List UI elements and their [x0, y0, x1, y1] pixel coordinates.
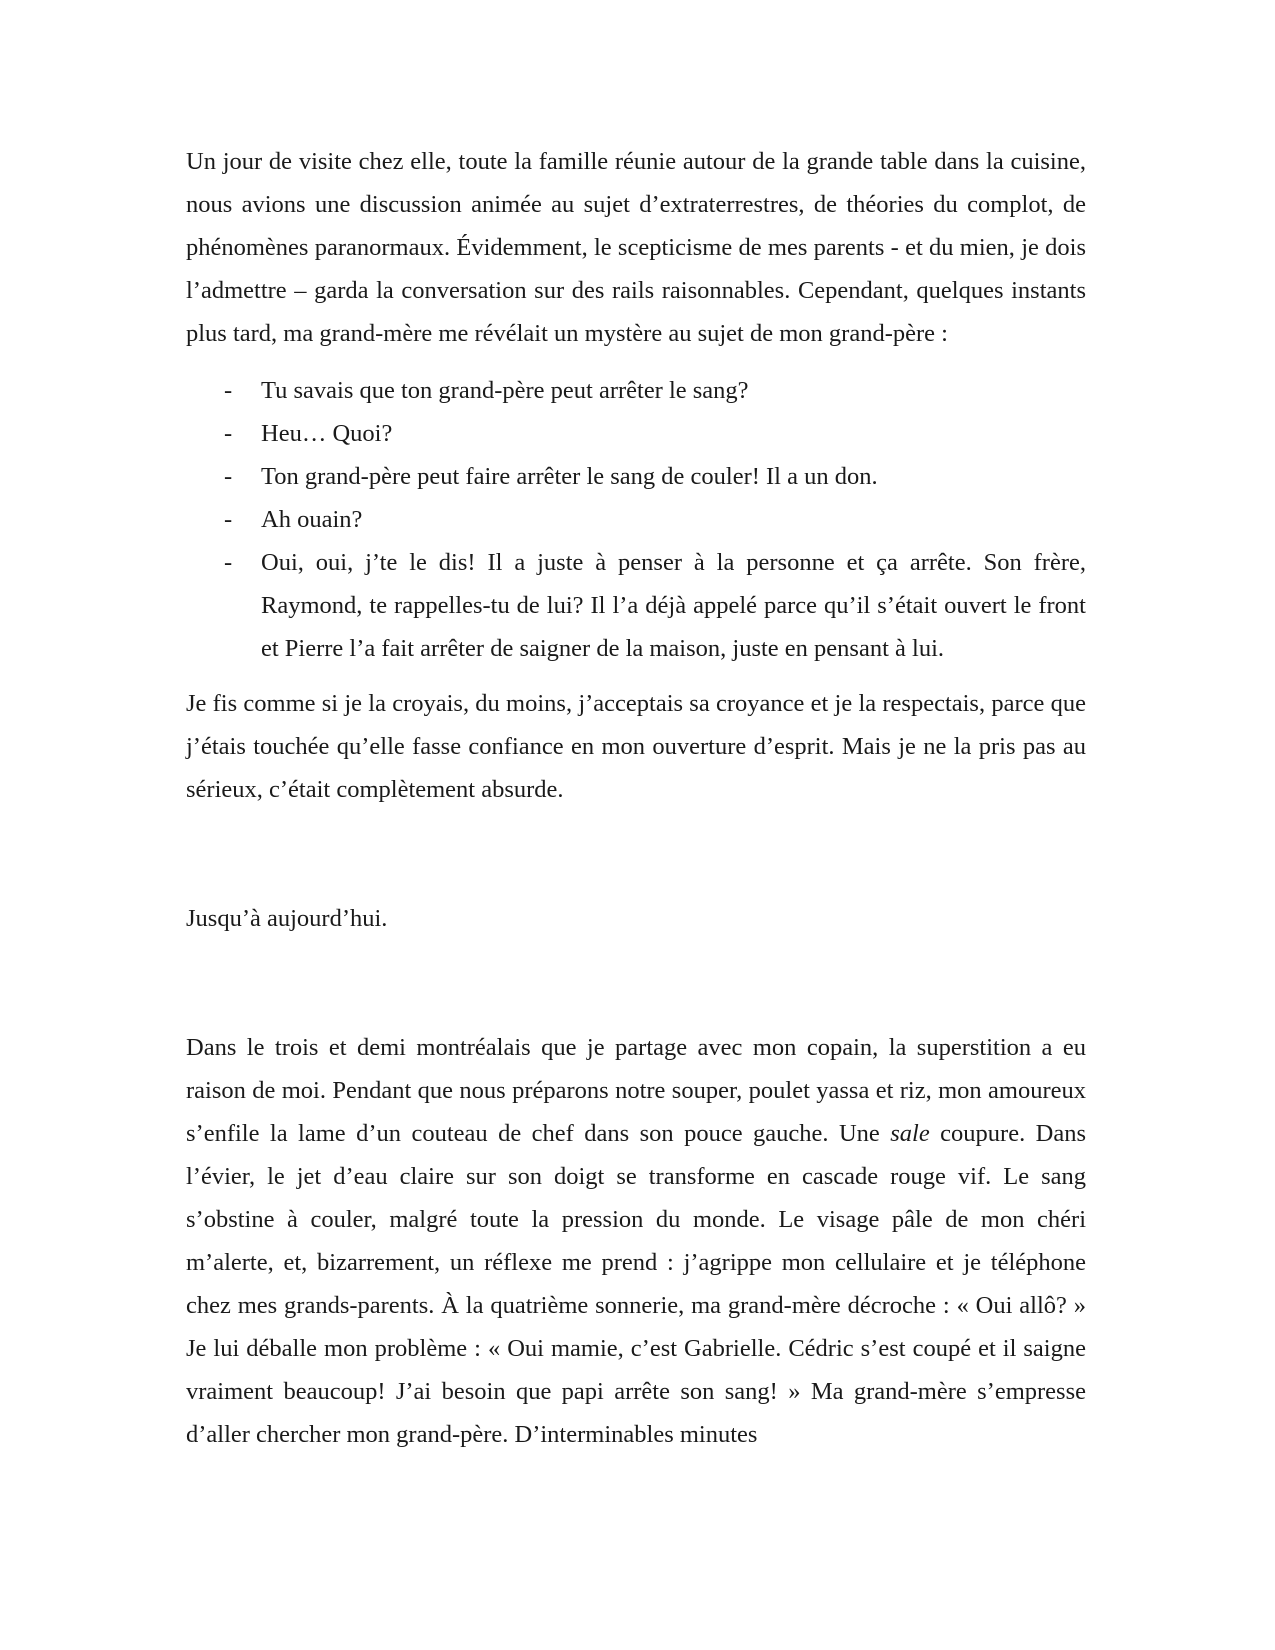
- paragraph-montreal: [186, 1026, 1086, 1456]
- blank-space: [186, 811, 1086, 897]
- dialogue-dash: -: [224, 549, 233, 576]
- paragraph-belief: Je fis comme si je la croyais, du moins, j’acceptais sa croyance et je la respectais, parce que j’étais touchée qu’elle fasse confiance en mon ouverture d’esprit. Mais je ne la pris pas au sérieux, c’était complètement absurde.: [186, 690, 1086, 803]
- blank-space: [186, 940, 1086, 1026]
- dialogue-list: [186, 369, 1086, 670]
- dialogue-dash: -: [224, 420, 233, 447]
- dialogue-line: [186, 498, 1086, 541]
- dialogue-line: [186, 455, 1086, 498]
- paragraph-until-today: Jusqu’à aujourd’hui.: [186, 905, 388, 932]
- dialogue-dash: -: [224, 463, 233, 490]
- dialogue-line: [186, 412, 1086, 455]
- dialogue-text: Ton grand-père peut faire arrêter le sang de couler! Il a un don.: [261, 463, 878, 490]
- paragraph-montreal-end: coupure. Dans l’évier, le jet d’eau claire sur son doigt se transforme en cascade rouge vif. Le sang s’obstine à couler, malgré toute la pression du monde. Le visage pâle de mon chéri m’alerte, et, bizarrement, un réflexe me prend : j’agrippe mon cellulaire et je téléphone chez mes grands-parents. À la quatrième sonnerie, ma grand-mère décroche : « Oui allô? » Je lui déballe mon problème : « Oui mamie, c’est Gabrielle. Cédric s’est coupé et il saigne vraiment beaucoup! J’ai besoin que papi arrête son sang! » Ma grand-mère s’empresse d’aller chercher mon grand-père. D’interminables minutes: [186, 1120, 1086, 1448]
- dialogue-text: Oui, oui, j’te le dis! Il a juste à penser à la personne et ça arrête. Son frère, Raymond, te rappelles-tu de lui? Il l’a déjà appelé parce qu’il s’était ouvert le front et Pierre l’a fait arrêter de saigner de la maison, juste en pensant à lui.: [261, 549, 1086, 662]
- dialogue-text: Heu… Quoi?: [261, 420, 393, 447]
- dialogue-text: Ah ouain?: [261, 506, 363, 533]
- document-page: [186, 140, 1086, 1456]
- italic-word: sale: [890, 1120, 930, 1147]
- dialogue-dash: -: [224, 377, 233, 404]
- dialogue-dash: -: [224, 506, 233, 533]
- dialogue-line: [186, 541, 1086, 670]
- paragraph-visit: Un jour de visite chez elle, toute la famille réunie autour de la grande table dans la cuisine, nous avions une discussion animée au sujet d’extraterrestres, de théories du complot, de phénomènes paranormaux. Évidemment, le scepticisme de mes parents - et du mien, je dois l’admettre – garda la conversation sur des rails raisonnables. Cependant, quelques instants plus tard, ma grand-mère me révélait un mystère au sujet de mon grand-père :: [186, 148, 1086, 347]
- dialogue-line: [186, 369, 1086, 412]
- dialogue-text: Tu savais que ton grand-père peut arrêter le sang?: [261, 377, 749, 404]
- paragraph-montreal-start: Dans le trois et demi montréalais que je partage avec mon copain, la superstition a eu raison de moi. Pendant que nous préparons notre souper, poulet yassa et riz, mon amoureux s’enfile la lame d’un couteau de chef dans son pouce gauche. Une: [186, 1034, 1086, 1147]
